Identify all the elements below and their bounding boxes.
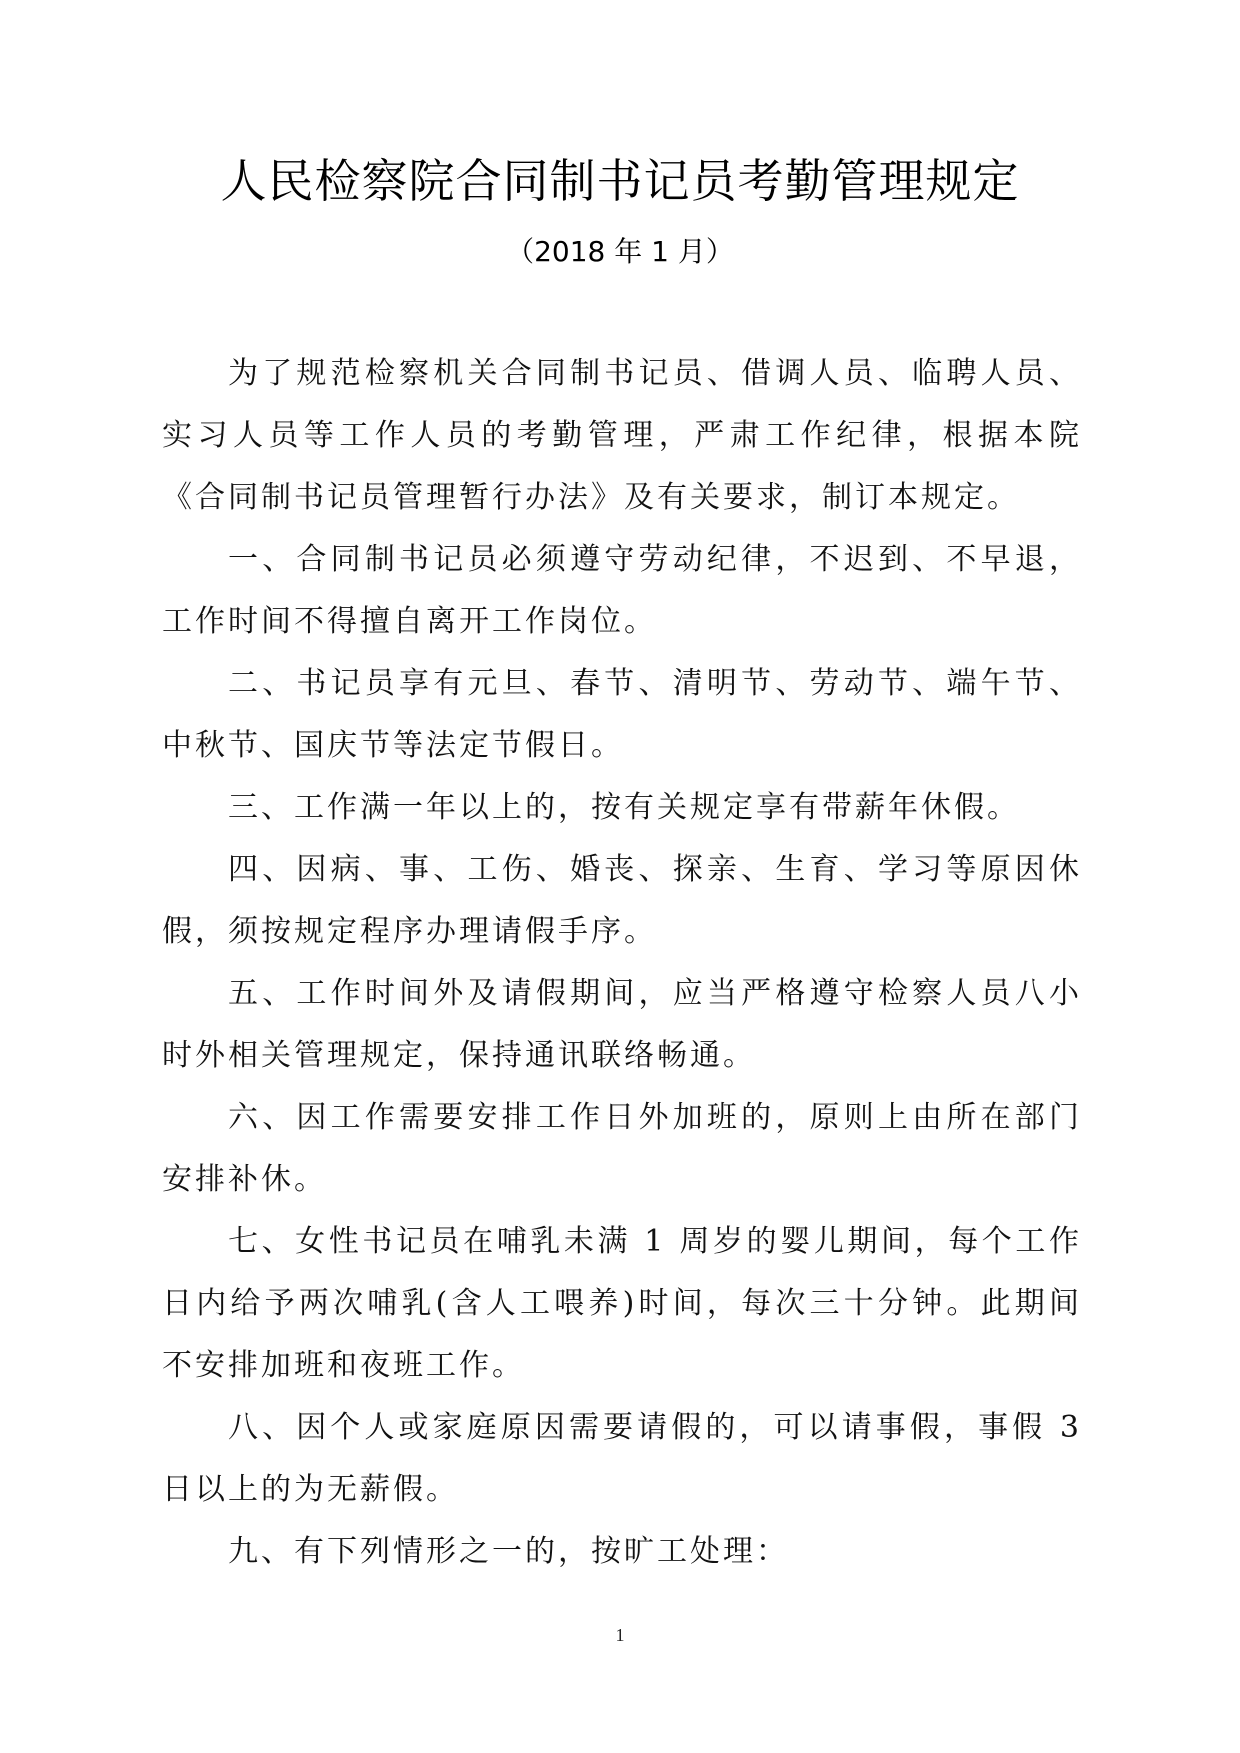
- paragraph-article-2: 二、书记员享有元旦、春节、清明节、劳动节、端午节、中秋节、国庆节等法定节假日。: [162, 666, 1082, 763]
- paragraph-article-6: 六、因工作需要安排工作日外加班的，原则上由所在部门安排补休。: [162, 1100, 1082, 1197]
- paragraph-article-3: 三、工作满一年以上的，按有关规定享有带薪年休假。: [228, 790, 1020, 825]
- paragraph-article-1: 一、合同制书记员必须遵守劳动纪律，不迟到、不早退，工作时间不得擅自离开工作岗位。: [162, 542, 1082, 639]
- document-date: （2018 年 1 月）: [506, 235, 734, 268]
- paragraph-article-8: 八、因个人或家庭原因需要请假的，可以请事假，事假 3 日以上的为无薪假。: [162, 1410, 1082, 1507]
- document-body: [162, 343, 1082, 1583]
- paragraph-article-5: 五、工作时间外及请假期间，应当严格遵守检察人员八小时外相关管理规定，保持通讯联络畅通。: [162, 976, 1082, 1073]
- paragraph-preamble: 为了规范检察机关合同制书记员、借调人员、临聘人员、实习人员等工作人员的考勤管理，严肃工作纪律，根据本院《合同制书记员管理暂行办法》及有关要求，制订本规定。: [162, 356, 1082, 515]
- page-number: 1: [615, 1625, 625, 1645]
- paragraph-article-4: 四、因病、事、工伤、婚丧、探亲、生育、学习等原因休假，须按规定程序办理请假手序。: [162, 852, 1082, 949]
- paragraph-article-7: 七、女性书记员在哺乳未满 1 周岁的婴儿期间，每个工作日内给予两次哺乳(含人工喂养)时间，每次三十分钟。此期间不安排加班和夜班工作。: [162, 1224, 1082, 1383]
- document-title: 人民检察院合同制书记员考勤管理规定: [220, 154, 1020, 208]
- paragraph-article-9: 九、有下列情形之一的，按旷工处理：: [228, 1534, 789, 1569]
